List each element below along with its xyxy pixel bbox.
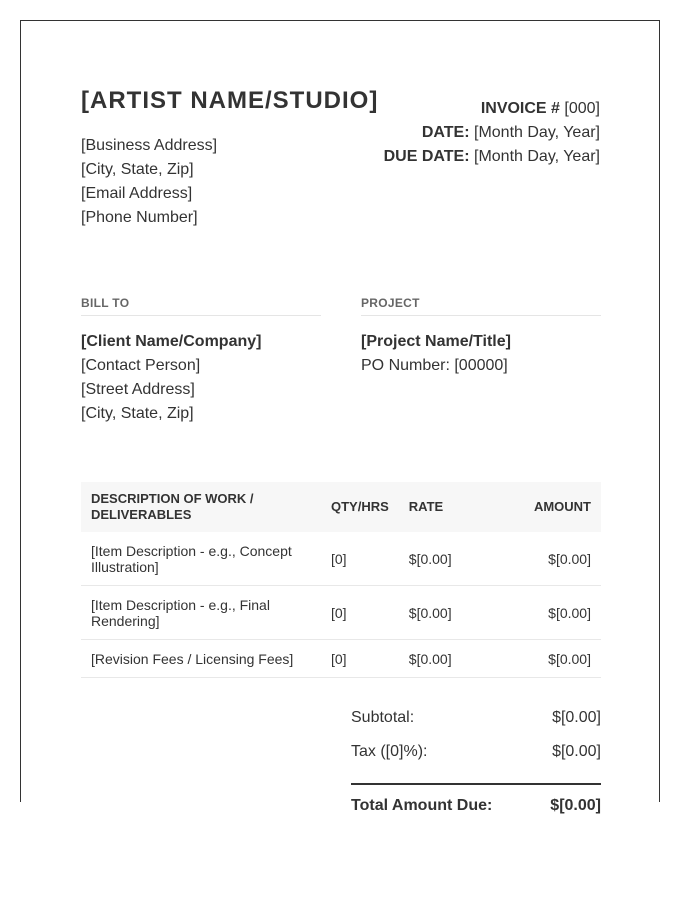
project-heading: PROJECT bbox=[361, 296, 601, 316]
table-row bbox=[81, 586, 601, 640]
item-qty: [0] bbox=[321, 532, 399, 586]
item-amount: $[0.00] bbox=[483, 640, 601, 678]
subtotal-row bbox=[351, 708, 601, 742]
item-qty: [0] bbox=[321, 586, 399, 640]
contact-person: [Contact Person] bbox=[81, 357, 201, 374]
due-date-value: [Month Day, Year] bbox=[474, 148, 600, 165]
business-email: [Email Address] bbox=[81, 185, 193, 202]
item-rate: $[0.00] bbox=[399, 586, 483, 640]
total-due-value: $[0.00] bbox=[550, 797, 601, 814]
line-items-table bbox=[81, 482, 601, 678]
po-number: PO Number: [00000] bbox=[361, 357, 508, 374]
totals-block bbox=[351, 708, 601, 815]
due-date-line bbox=[384, 145, 600, 169]
project-block bbox=[361, 330, 511, 378]
item-rate: $[0.00] bbox=[399, 532, 483, 586]
total-due-row bbox=[351, 785, 601, 815]
item-description: [Revision Fees / Licensing Fees] bbox=[81, 640, 321, 678]
table-header-row bbox=[81, 482, 601, 532]
item-description: [Item Description - e.g., Final Rendering] bbox=[81, 586, 321, 640]
studio-contact-block bbox=[81, 134, 217, 230]
header-rate: RATE bbox=[399, 482, 483, 532]
tax-label: Tax ([0]%): bbox=[351, 743, 428, 760]
studio-name: [ARTIST NAME/STUDIO] bbox=[81, 87, 379, 114]
invoice-meta bbox=[384, 97, 600, 169]
invoice-number-label: INVOICE # bbox=[480, 100, 560, 117]
table-row bbox=[81, 640, 601, 678]
business-city-state-zip: [City, State, Zip] bbox=[81, 161, 194, 178]
client-street: [Street Address] bbox=[81, 381, 195, 398]
item-description: [Item Description - e.g., Concept Illustration] bbox=[81, 532, 321, 586]
tax-value: $[0.00] bbox=[552, 743, 601, 760]
invoice-number-value: [000] bbox=[564, 100, 600, 117]
invoice-number-line bbox=[384, 97, 600, 121]
subtotal-label: Subtotal: bbox=[351, 709, 415, 726]
header-qty: QTY/HRS bbox=[321, 482, 399, 532]
tax-row bbox=[351, 742, 601, 776]
client-city-state-zip: [City, State, Zip] bbox=[81, 405, 194, 422]
item-amount: $[0.00] bbox=[483, 586, 601, 640]
project-name: [Project Name/Title] bbox=[361, 333, 511, 350]
header-amount: AMOUNT bbox=[483, 482, 601, 532]
bill-to-block bbox=[81, 330, 261, 426]
business-address: [Business Address] bbox=[81, 137, 218, 154]
subtotal-value: $[0.00] bbox=[552, 709, 601, 726]
table-row bbox=[81, 532, 601, 586]
header-description: DESCRIPTION OF WORK / DELIVERABLES bbox=[81, 482, 321, 532]
bill-to-heading: BILL TO bbox=[81, 296, 321, 316]
item-qty: [0] bbox=[321, 640, 399, 678]
business-phone: [Phone Number] bbox=[81, 209, 198, 226]
invoice-date-label: DATE: bbox=[421, 124, 470, 141]
client-name: [Client Name/Company] bbox=[81, 333, 262, 350]
invoice-date-value: [Month Day, Year] bbox=[474, 124, 600, 141]
due-date-label: DUE DATE: bbox=[383, 148, 470, 165]
item-rate: $[0.00] bbox=[399, 640, 483, 678]
invoice-page bbox=[20, 20, 660, 814]
item-amount: $[0.00] bbox=[483, 532, 601, 586]
invoice-date-line bbox=[384, 121, 600, 145]
total-due-label: Total Amount Due: bbox=[351, 797, 493, 814]
